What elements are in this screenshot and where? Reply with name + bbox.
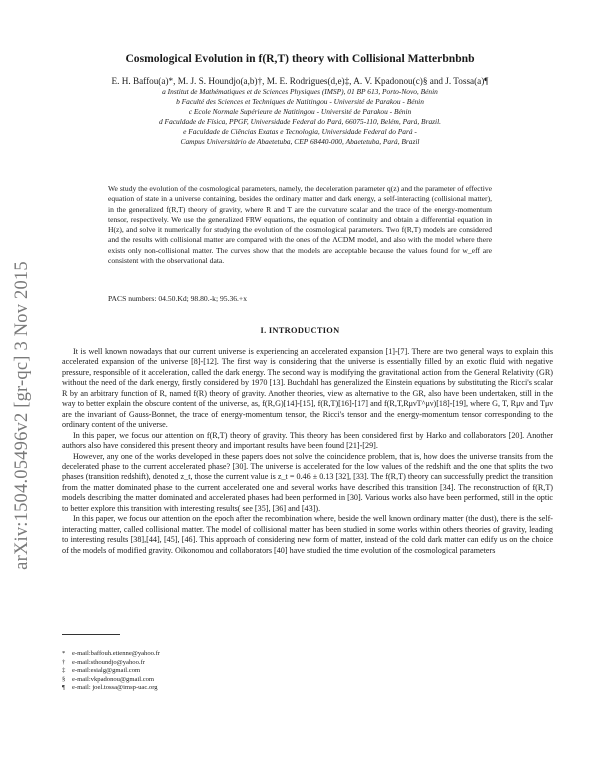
affiliation-list <box>80 87 520 146</box>
arxiv-stamp-text: arXiv:1504.05496v2 [gr-qc] 3 Nov 2015 <box>11 260 32 570</box>
section-heading-introduction: I. INTRODUCTION <box>260 326 340 335</box>
footnote-mark: ‡ <box>62 667 66 675</box>
footnote-divider <box>62 634 120 635</box>
affiliation-d: d Faculdade de Física, PPGF, Universidade Federal do Pará, 66075-110, Belém, Pará, Brazil. <box>159 116 441 126</box>
paragraph: In this paper, we focus our attention on f(R,T) theory of gravity. This theory has been considered first by Harko and collaborators [20]. Another authors also have considered this present theory and important results have been found [21]-[29]. <box>62 430 553 451</box>
introduction-body <box>62 347 553 556</box>
footnote-list <box>62 650 542 693</box>
pacs-numbers: PACS numbers: 04.50.Kd; 98.80.-k; 95.36.+x <box>108 294 248 303</box>
paragraph: It is well known nowadays that our current universe is experiencing an accelerated expansion [1]-[7]. There are two general ways to explain this accelerated expansion of the universe [8]-[12]. The first way is considering that the universe is essentially filled by an exotic fluid with negative pressure, responsible of it acceleration, called the dark energy. The second way is modifying the gravitational action from the General Relativity (GR) without the need of the dark energy, firstly considered by 1970 [13]. Buchdahl has generalized the Einstein equations by substituting the Ricci's scalar R by an arbitrary function of R, named f(R) theory of gravity. Another theories, view as alternative to the GR, also have been undertaken, still in the way to better explain the obscure content of the universe, as, f(R,G)[14]-[15], f(R,T)[16]-[17] and f(R,T,RμνT^μν)[18]-[19], where G, T, Rμν and Tμν are the invariant of Gauss-Bonnet, the trace of energy-momentum tensor, the Ricci's tensor and the energy-momentum tensor corresponding to the ordinary content of the universe. <box>62 347 553 430</box>
footnote-item <box>62 650 542 659</box>
footnote-item <box>62 667 542 676</box>
abstract: We study the evolution of the cosmological parameters, namely, the deceleration parameter q(z) and the parameter of effective equation of state in a universe containing, besides the ordinary matter and dark energy, a self-interacting (collisional matter), in the generalized f(R,T) theory of gravity, where R and T are the curvature scalar and the trace of the energy-momentum tensor, respectively. We use the generalized FRW equations, the equation of continuity and obtain a differential equation in H(z), and solve it numerically for studying the evolution of the cosmological parameters. Two f(R,T) models are considered and the results with collisional matter are compared with the ones of the ΛCDM model, and also with the model where there exists only non-collisional matter. The curves show that the models are acceptable because the values found for w_eff are consistent with the observational data. <box>108 184 492 266</box>
paragraph: In this paper, we focus our attention on the epoch after the recombination where, beside the well known ordinary matter (the dust), there is the self-interacting matter, called collisional matter. The model of collisional matter has been studied in some works within others theories of gravity, leading to interesting results [38],[44], [45], [46]. This approach of considering new form of matter, instead of the cold dark matter can edify us on the choice of the models of modified gravity. Oikonomou and collaborators [40] have studied the time evolution of the cosmological parameters <box>62 514 553 555</box>
affiliation-b: b Faculté des Sciences et Techniques de Natitingou - Université de Parakou - Bénin <box>176 96 424 106</box>
footnote-email[interactable]: e-mail:baffouh.etienne@yahoo.fr <box>72 650 160 657</box>
arxiv-stamp <box>2 180 42 650</box>
affiliation-c: c Ecole Normale Supérieure de Natitingou - Université de Parakou - Bénin <box>188 106 412 116</box>
footnote-email[interactable]: e-mail:sthoundjo@yahoo.fr <box>72 658 145 666</box>
footnote-email[interactable]: e-mail:vkpadonou@gmail.com <box>72 675 155 683</box>
footnote-mark: * <box>62 650 66 657</box>
paper-title: Cosmological Evolution in f(R,T) theory with Collisional Matterbnbnb <box>125 52 475 65</box>
footnote-item <box>62 676 542 685</box>
paragraph: However, any one of the works developed in these papers does not solve the coincidence problem, that is, how does the universe transits from the decelerated phase to the current accelerated phase? [30]. The universe is accelerated for the low values of the redshift and the one that splits the two phases (transition redshift), denoted z_t, those the current value is z_t = 0.46 ± 0.13 [32], [33]. The f(R,T) theory can successfully predict the transition from the matter dominated phase to the current accelerated one and several works have described this transition [34]. The reconstruction of f(R,T) models describing the matter dominated and accelerated phases had been performed in [30]. Various works also have been performed, still in the optic to better explore this transition with interesting results( see [35], [36] and [43]). <box>62 451 553 513</box>
footnote-email[interactable]: e-mail:esialg@gmail.com <box>72 667 141 675</box>
footnote-mark: ¶ <box>62 684 65 692</box>
author-list: E. H. Baffou(a)*, M. J. S. Houndjo(a,b)†, M. E. Rodrigues(d,e)‡, A. V. Kpadonou(c)§ and J. Tossa(a)¶ <box>111 76 489 86</box>
footnote-mark: § <box>62 675 66 683</box>
footnote-email[interactable]: e-mail: joel.tossa@imsp-uac.org <box>72 684 158 692</box>
footnote-item <box>62 684 542 693</box>
affiliation-e-cont: Campus Universitário de Abaetetuba, CEP 68440-000, Abaetetuba, Pará, Brazil <box>180 136 420 146</box>
footnote-mark: † <box>62 658 66 666</box>
footnote-item <box>62 659 542 668</box>
affiliation-a: a Institut de Mathématiques et de Sciences Physiques (IMSP), 01 BP 613, Porto-Novo, Bénin <box>162 87 438 96</box>
affiliation-e: e Faculdade de Ciências Exatas e Tecnologia, Universidade Federal do Pará - <box>183 126 417 136</box>
